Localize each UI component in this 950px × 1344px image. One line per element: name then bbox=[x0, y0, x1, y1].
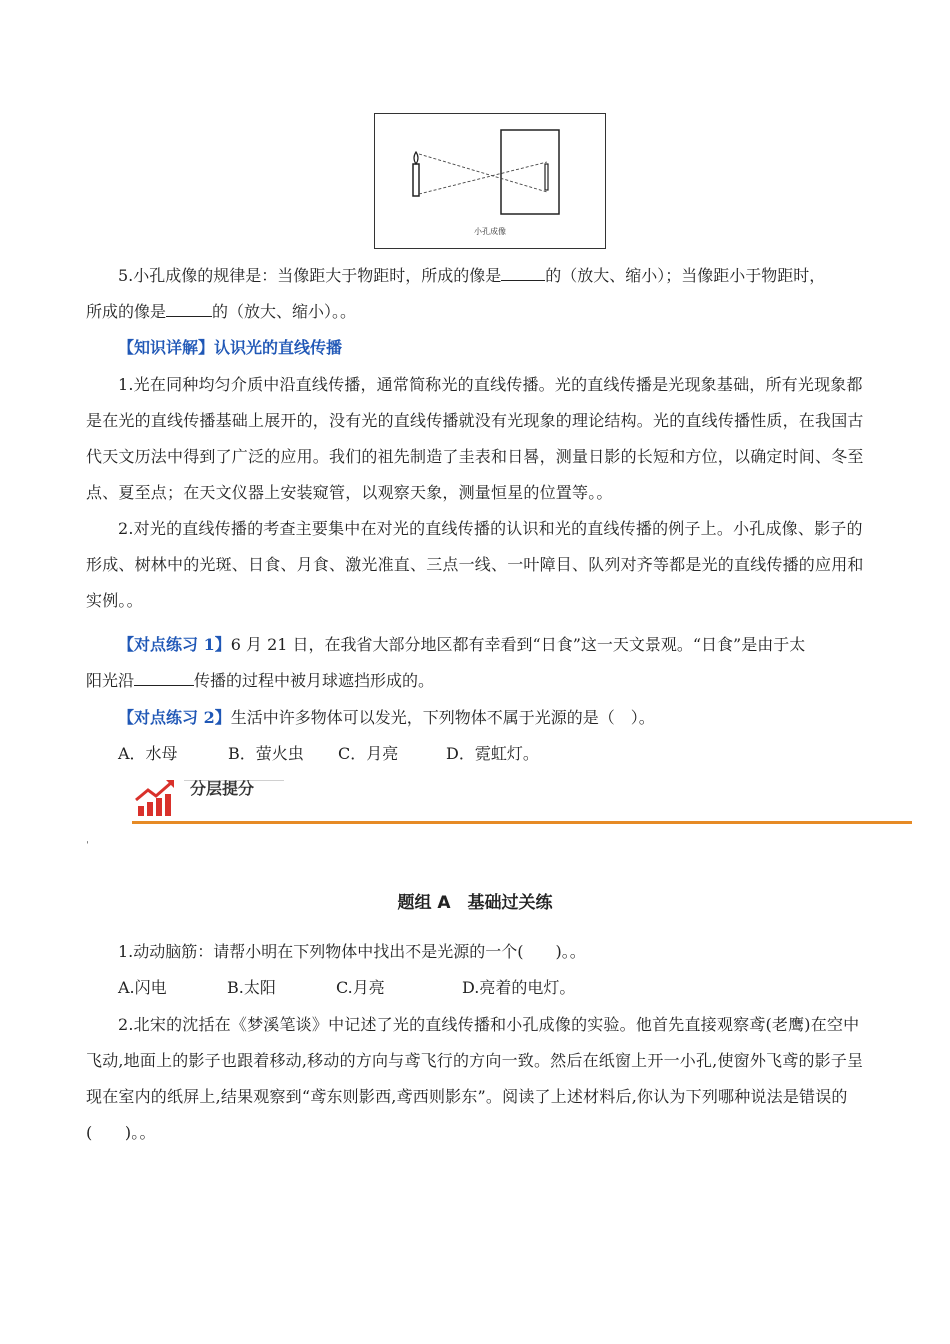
group-title: 题组 A 基础过关练 bbox=[397, 893, 553, 913]
practice2-line bbox=[118, 706, 655, 730]
q1-option-a[interactable]: A.闪电 bbox=[118, 978, 167, 997]
knowledge-heading: 【知识详解】认识光的直线传播 bbox=[118, 338, 343, 357]
paragraph-mark: ˌ bbox=[86, 834, 89, 845]
practice1-line2 bbox=[86, 669, 434, 693]
section-rule bbox=[132, 821, 912, 824]
q5-line1 bbox=[118, 264, 825, 288]
practice1-text-1: 6 月 21 日，在我省大部分地区都有幸看到“日食”这一天文景观。“日食”是由于太 bbox=[230, 635, 806, 654]
section-header bbox=[132, 774, 912, 824]
q1-text: 1.动动脑筋：请帮小明在下列物体中找出不是光源的一个( )。。 bbox=[118, 942, 586, 961]
q5-text-2: 的（放大、缩小）；当像距小于物距时， bbox=[545, 266, 826, 285]
practice2-options bbox=[118, 742, 539, 766]
practice2-option-a[interactable]: A．水母 bbox=[118, 744, 178, 763]
q5-text-3: 所成的像是 bbox=[86, 302, 167, 321]
q5-blank-1[interactable] bbox=[501, 266, 545, 281]
growth-chart-icon bbox=[134, 778, 178, 818]
q1-options bbox=[118, 976, 575, 1000]
q1-option-d[interactable]: D.亮着的电灯。 bbox=[462, 978, 576, 997]
knowledge-paragraph-2: 2.对光的直线传播的考查主要集中在对光的直线传播的认识和光的直线传播的例子上。小孔成像、影子的形成、树林中的光斑、日食、月食、激光准直、三点一线、一叶障目、队列对齐等都是光的直线传播的应用和实例。。 bbox=[86, 519, 864, 610]
knowledge-paragraph-1: 1.光在同种均匀介质中沿直线传播，通常简称光的直线传播。光的直线传播是光现象基础，所有光现象都是在光的直线传播基础上展开的，没有光的直线传播就没有光现象的理论结构。光的直线传播性质，在我国古代天文历法中得到了广泛的应用。我们的祖先制造了圭表和日晷，测量日影的长短和方位，以确定时间、冬至点、夏至点；在天文仪器上安装窥管，以观察天象，测量恒星的位置等。。 bbox=[86, 375, 864, 502]
practice1-text-2: 阳光沿 bbox=[86, 671, 135, 690]
practice1-line1 bbox=[118, 633, 805, 657]
practice2-option-b[interactable]: B．萤火虫 bbox=[228, 744, 304, 763]
practice1-text-3: 传播的过程中被月球遮挡形成的。 bbox=[194, 671, 435, 690]
q5-text-1: 5.小孔成像的规律是：当像距大于物距时，所成的像是 bbox=[118, 266, 502, 285]
practice2-tag: 【对点练习 2】 bbox=[118, 708, 231, 727]
q2-text: 2.北宋的沈括在《梦溪笔谈》中记述了光的直线传播和小孔成像的实验。他首先直接观察鸢(老鹰)在空中飞动,地面上的影子也跟着移动,移动的方向与鸢飞行的方向一致。然后在纸窗上开一小孔,使窗外飞鸢的影子呈现在室内的纸屏上,结果观察到“鸢东则影西,鸢西则影东”。阅读了上述材料后,你认为下列哪种说法是错误的( )。。 bbox=[86, 1015, 864, 1142]
q1-option-c[interactable]: C.月亮 bbox=[336, 978, 385, 997]
practice2-text: 生活中许多物体可以发光，下列物体不属于光源的是（ ）。 bbox=[230, 708, 655, 727]
q1-option-b[interactable]: B.太阳 bbox=[227, 978, 276, 997]
practice2-option-c[interactable]: C．月亮 bbox=[338, 744, 399, 763]
q5-text-4: 的（放大、缩小）。。 bbox=[212, 302, 357, 321]
q5-blank-2[interactable] bbox=[166, 302, 212, 317]
figure-caption: 小孔成像 bbox=[474, 227, 506, 236]
section-title: 分层提分 bbox=[190, 779, 255, 798]
practice2-option-d[interactable]: D．霓虹灯。 bbox=[446, 744, 539, 763]
pinhole-figure bbox=[374, 113, 606, 249]
q5-line2 bbox=[86, 300, 356, 324]
practice1-tag: 【对点练习 1】 bbox=[118, 635, 231, 654]
practice1-blank[interactable] bbox=[134, 671, 194, 686]
